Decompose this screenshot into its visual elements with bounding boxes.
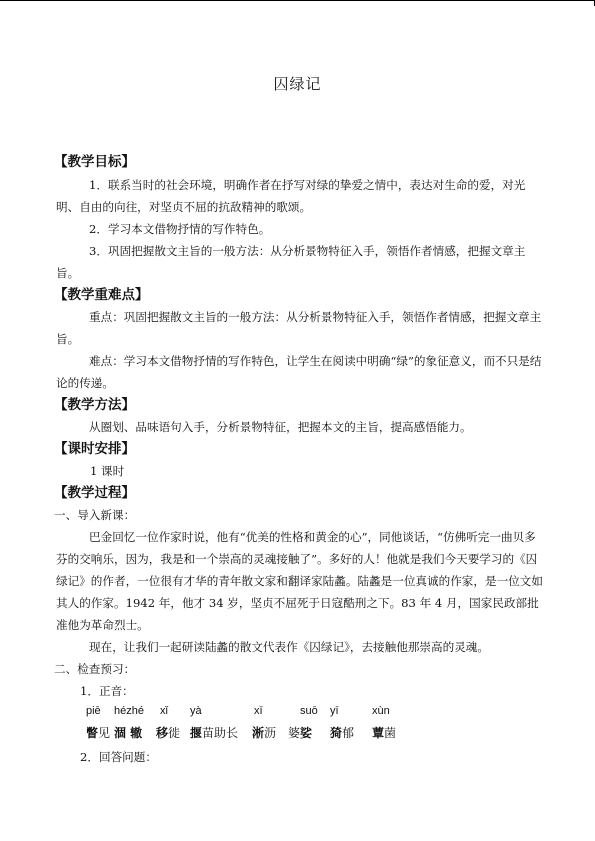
goal-1: 1．联系当时的社会环境，明确作者在抒写对绿的挚爱之情中，表达对生命的爱，对光明、自由的向往，对坚贞不屈的抗敌精神的歌颂。 — [56, 178, 526, 214]
pinyin-7: yī — [330, 705, 339, 717]
heading-class-time: 【课时安排】 — [54, 441, 135, 457]
goal-3: 3．巩固把握散文主旨的一般方法：从分析景物特征入手，领悟作者情感，把握文章主旨。 — [56, 244, 526, 280]
intro-paragraph-1: 巴金回忆一位作家时说，他有“优美的性格和黄金的心”，同他谈话，“仿佛听完一曲贝多芬的交响乐，因为，我是和一个崇高的灵魂接触了”。多好的人！他就是我们今天要学习的《囚绿记》的作者，一位很有才华的青年散文家和翻译家陆蠡。陆蠡是一位真诚的作家，是一位文如其人的作家。1942 年，他才 34 岁，坚贞不屈死于日寇酷刑之下。83 年 4 月，国家民政部批准他为革命烈士。 — [56, 530, 543, 632]
word-6: 婆娑 — [288, 726, 313, 740]
pinyin-1: piē — [86, 705, 101, 717]
difficult-point: 难点：学习本文借物抒情的写作特色，让学生在阅读中明确“绿”的象征意义，而不只是结论的传递。 — [56, 354, 542, 390]
word-5: 淅沥 — [252, 726, 277, 740]
heading-key-points: 【教学重难点】 — [54, 287, 149, 303]
teaching-method: 从圈划、品味语句入手，分析景物特征，把握本文的主旨，提高感悟能力。 — [89, 420, 472, 434]
pinyin-2: hézhé — [114, 705, 144, 717]
heading-teaching-goals: 【教学目标】 — [54, 154, 135, 170]
word-8: 蕈菌 — [372, 726, 397, 740]
class-time: 1 课时 — [90, 464, 125, 478]
pinyin-4: yà — [190, 705, 202, 717]
step-2-title: 二、检查预习： — [54, 662, 136, 676]
questions-title: 2．回答问题： — [80, 750, 157, 764]
goal-2: 2．学习本文借物抒情的写作特色。 — [89, 222, 271, 236]
pinyin-6: suō — [300, 705, 318, 717]
pinyin-8: xùn — [372, 705, 390, 717]
intro-paragraph-2: 现在，让我们一起研读陆蠡的散文代表作《囚绿记》，去接触他那崇高的灵魂。 — [89, 640, 489, 654]
step-1-title: 一、导入新课： — [54, 508, 136, 522]
word-2: 涸 辙 — [114, 726, 143, 740]
word-7: 猗郁 — [330, 726, 355, 740]
pronunciation-title: 1．正音： — [80, 684, 134, 698]
key-point: 重点：巩固把握散文主旨的一般方法：从分析景物特征入手，领悟作者情感，把握文章主旨。 — [56, 310, 542, 346]
page-title: 囚绿记 — [273, 75, 322, 93]
word-4: 揠苗助长 — [190, 726, 239, 740]
heading-teaching-method: 【教学方法】 — [54, 397, 135, 413]
pinyin-5: xī — [254, 705, 263, 717]
pinyin-3: xǐ — [160, 705, 168, 717]
word-1: 瞥见 — [86, 726, 111, 740]
word-3: 移徙 — [156, 726, 181, 740]
heading-teaching-process: 【教学过程】 — [54, 485, 135, 501]
